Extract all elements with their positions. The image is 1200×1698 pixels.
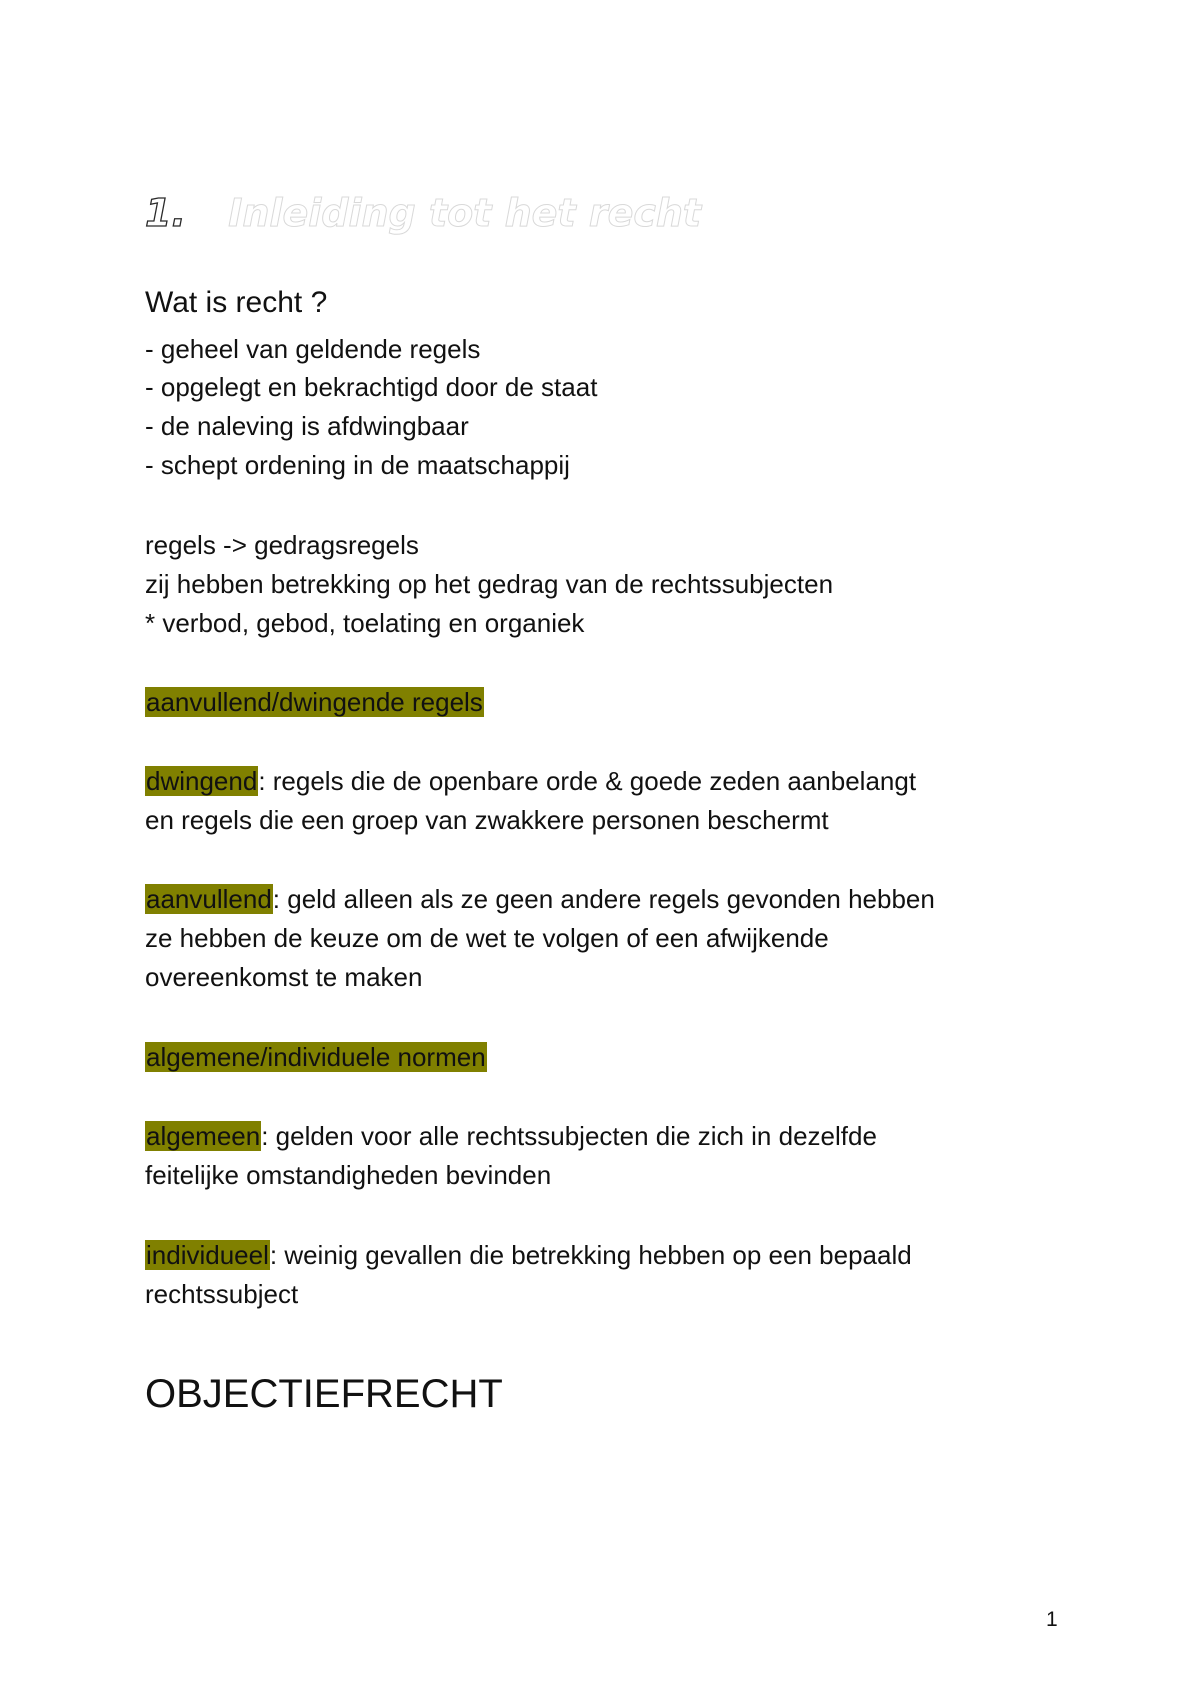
question-heading: Wat is recht ? <box>145 286 328 319</box>
definition-aanvullend <box>145 880 935 918</box>
definition-individueel <box>145 1236 912 1274</box>
highlighted-term: algemeen <box>146 1121 261 1151</box>
paragraph-line: feitelijke omstandigheden bevinden <box>145 1160 552 1190</box>
page-number: 1 <box>1046 1608 1058 1631</box>
highlighted-term: aanvullend <box>146 884 272 914</box>
paragraph-line: zij hebben betrekking op het gedrag van de rechtssubjecten <box>145 569 834 599</box>
bullet-item: - opgelegt en bekrachtigd door de staat <box>145 372 598 402</box>
paragraph-line: overeenkomst te maken <box>145 962 423 992</box>
chapter-title: Inleiding tot het recht <box>228 191 702 235</box>
section-heading-aanvullend-dwingend <box>145 683 484 721</box>
section-title-objectiefrecht: OBJECTIEFRECHT <box>145 1372 503 1416</box>
bullet-item: - de naleving is afdwingbaar <box>145 411 469 441</box>
paragraph-line: ze hebben de keuze om de wet te volgen of een afwijkende <box>145 923 829 953</box>
highlighted-term: individueel <box>146 1240 269 1270</box>
highlighted-text: algemene/individuele normen <box>146 1042 486 1072</box>
paragraph-line: en regels die een groep van zwakkere personen beschermt <box>145 805 829 835</box>
definition-text: : weinig gevallen die betrekking hebben op een bepaald <box>269 1240 912 1270</box>
highlighted-text: aanvullend/dwingende regels <box>146 687 483 717</box>
chapter-number: 1. <box>145 191 186 235</box>
paragraph-line: regels -> gedragsregels <box>145 530 419 560</box>
definition-dwingend <box>145 762 916 800</box>
highlighted-term: dwingend <box>146 766 258 796</box>
definition-algemeen <box>145 1117 877 1155</box>
definition-text: : geld alleen als ze geen andere regels gevonden hebben <box>272 884 935 914</box>
chapter-heading <box>145 188 701 238</box>
section-heading-algemene-individuele <box>145 1038 487 1076</box>
definition-text: : gelden voor alle rechtssubjecten die zich in dezelfde <box>261 1121 877 1151</box>
bullet-item: - schept ordening in de maatschappij <box>145 450 570 480</box>
paragraph-line: * verbod, gebod, toelating en organiek <box>145 608 585 638</box>
bullet-item: - geheel van geldende regels <box>145 334 481 364</box>
definition-text: : regels die de openbare orde & goede zeden aanbelangt <box>258 766 917 796</box>
paragraph-line: rechtssubject <box>145 1279 299 1309</box>
